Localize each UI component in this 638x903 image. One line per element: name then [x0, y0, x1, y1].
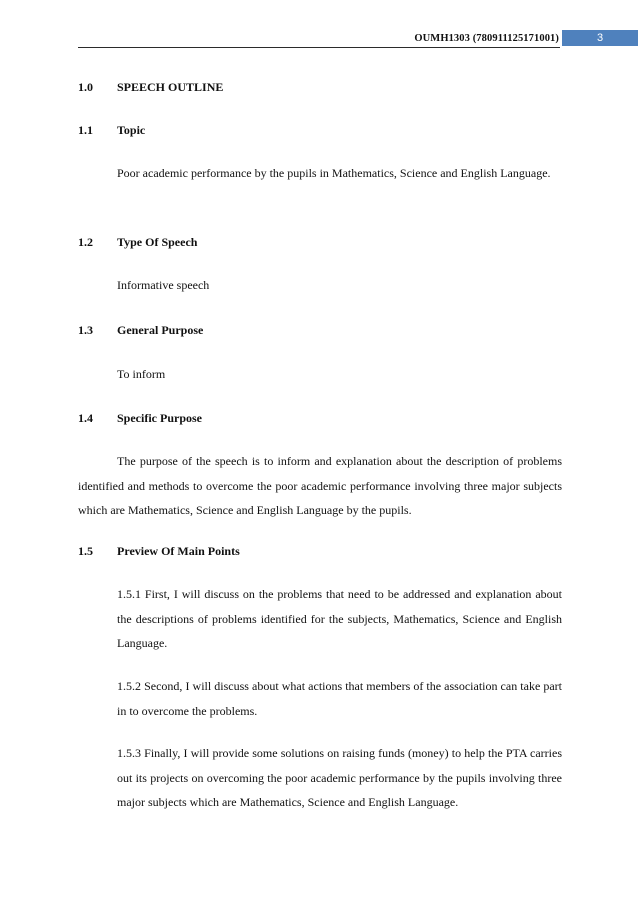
- header-rule: [78, 47, 560, 48]
- section-title: General Purpose: [117, 323, 204, 337]
- section-heading-type-of-speech: [78, 235, 197, 250]
- type-of-speech-text: Informative speech: [117, 278, 210, 292]
- section-number: 1.1: [78, 123, 93, 137]
- main-point-2: 1.5.2 Second, I will discuss about what actions that members of the association can take part in to overcome the problems.: [117, 679, 562, 718]
- section-heading-general-purpose: [78, 323, 203, 338]
- main-point-1: 1.5.1 First, I will discuss on the problems that need to be addressed and explanation about the descriptions of problems identified for the subjects, Mathematics, Science and English Language.: [117, 587, 562, 650]
- section-number: 1.3: [78, 323, 93, 337]
- section-title: Preview Of Main Points: [117, 544, 240, 558]
- section-heading-specific-purpose: [78, 411, 202, 426]
- page-number: 3: [562, 30, 638, 46]
- section-title: SPEECH OUTLINE: [117, 80, 224, 94]
- section-title: Type Of Speech: [117, 235, 198, 249]
- section-number: 1.4: [78, 411, 93, 425]
- section-title: Specific Purpose: [117, 411, 202, 425]
- specific-purpose-text: The purpose of the speech is to inform and explanation about the description of problems identified and methods to overcome the poor academic performance involving three major subjects which are Mathematics, Science and English Language by the pupils.: [78, 454, 562, 517]
- topic-text: Poor academic performance by the pupils in Mathematics, Science and English Language.: [117, 166, 551, 180]
- main-point-3: 1.5.3 Finally, I will provide some solutions on raising funds (money) to help the PTA carries out its projects on overcoming the poor academic performance by the pupils involving three major subjects which are Mathematics, Science and English Language.: [117, 746, 562, 809]
- specific-purpose-paragraph: [78, 449, 562, 523]
- section-number: 1.2: [78, 235, 93, 249]
- section-heading-topic: [78, 123, 145, 138]
- section-heading-preview-main-points: [78, 544, 240, 559]
- general-purpose-text: To inform: [117, 367, 166, 381]
- document-code: OUMH1303 (780911125171001): [414, 33, 559, 44]
- topic-paragraph: [78, 161, 562, 186]
- section-heading-speech-outline: [78, 80, 223, 95]
- section-number: 1.0: [78, 80, 93, 94]
- section-number: 1.5: [78, 544, 93, 558]
- section-title: Topic: [117, 123, 146, 137]
